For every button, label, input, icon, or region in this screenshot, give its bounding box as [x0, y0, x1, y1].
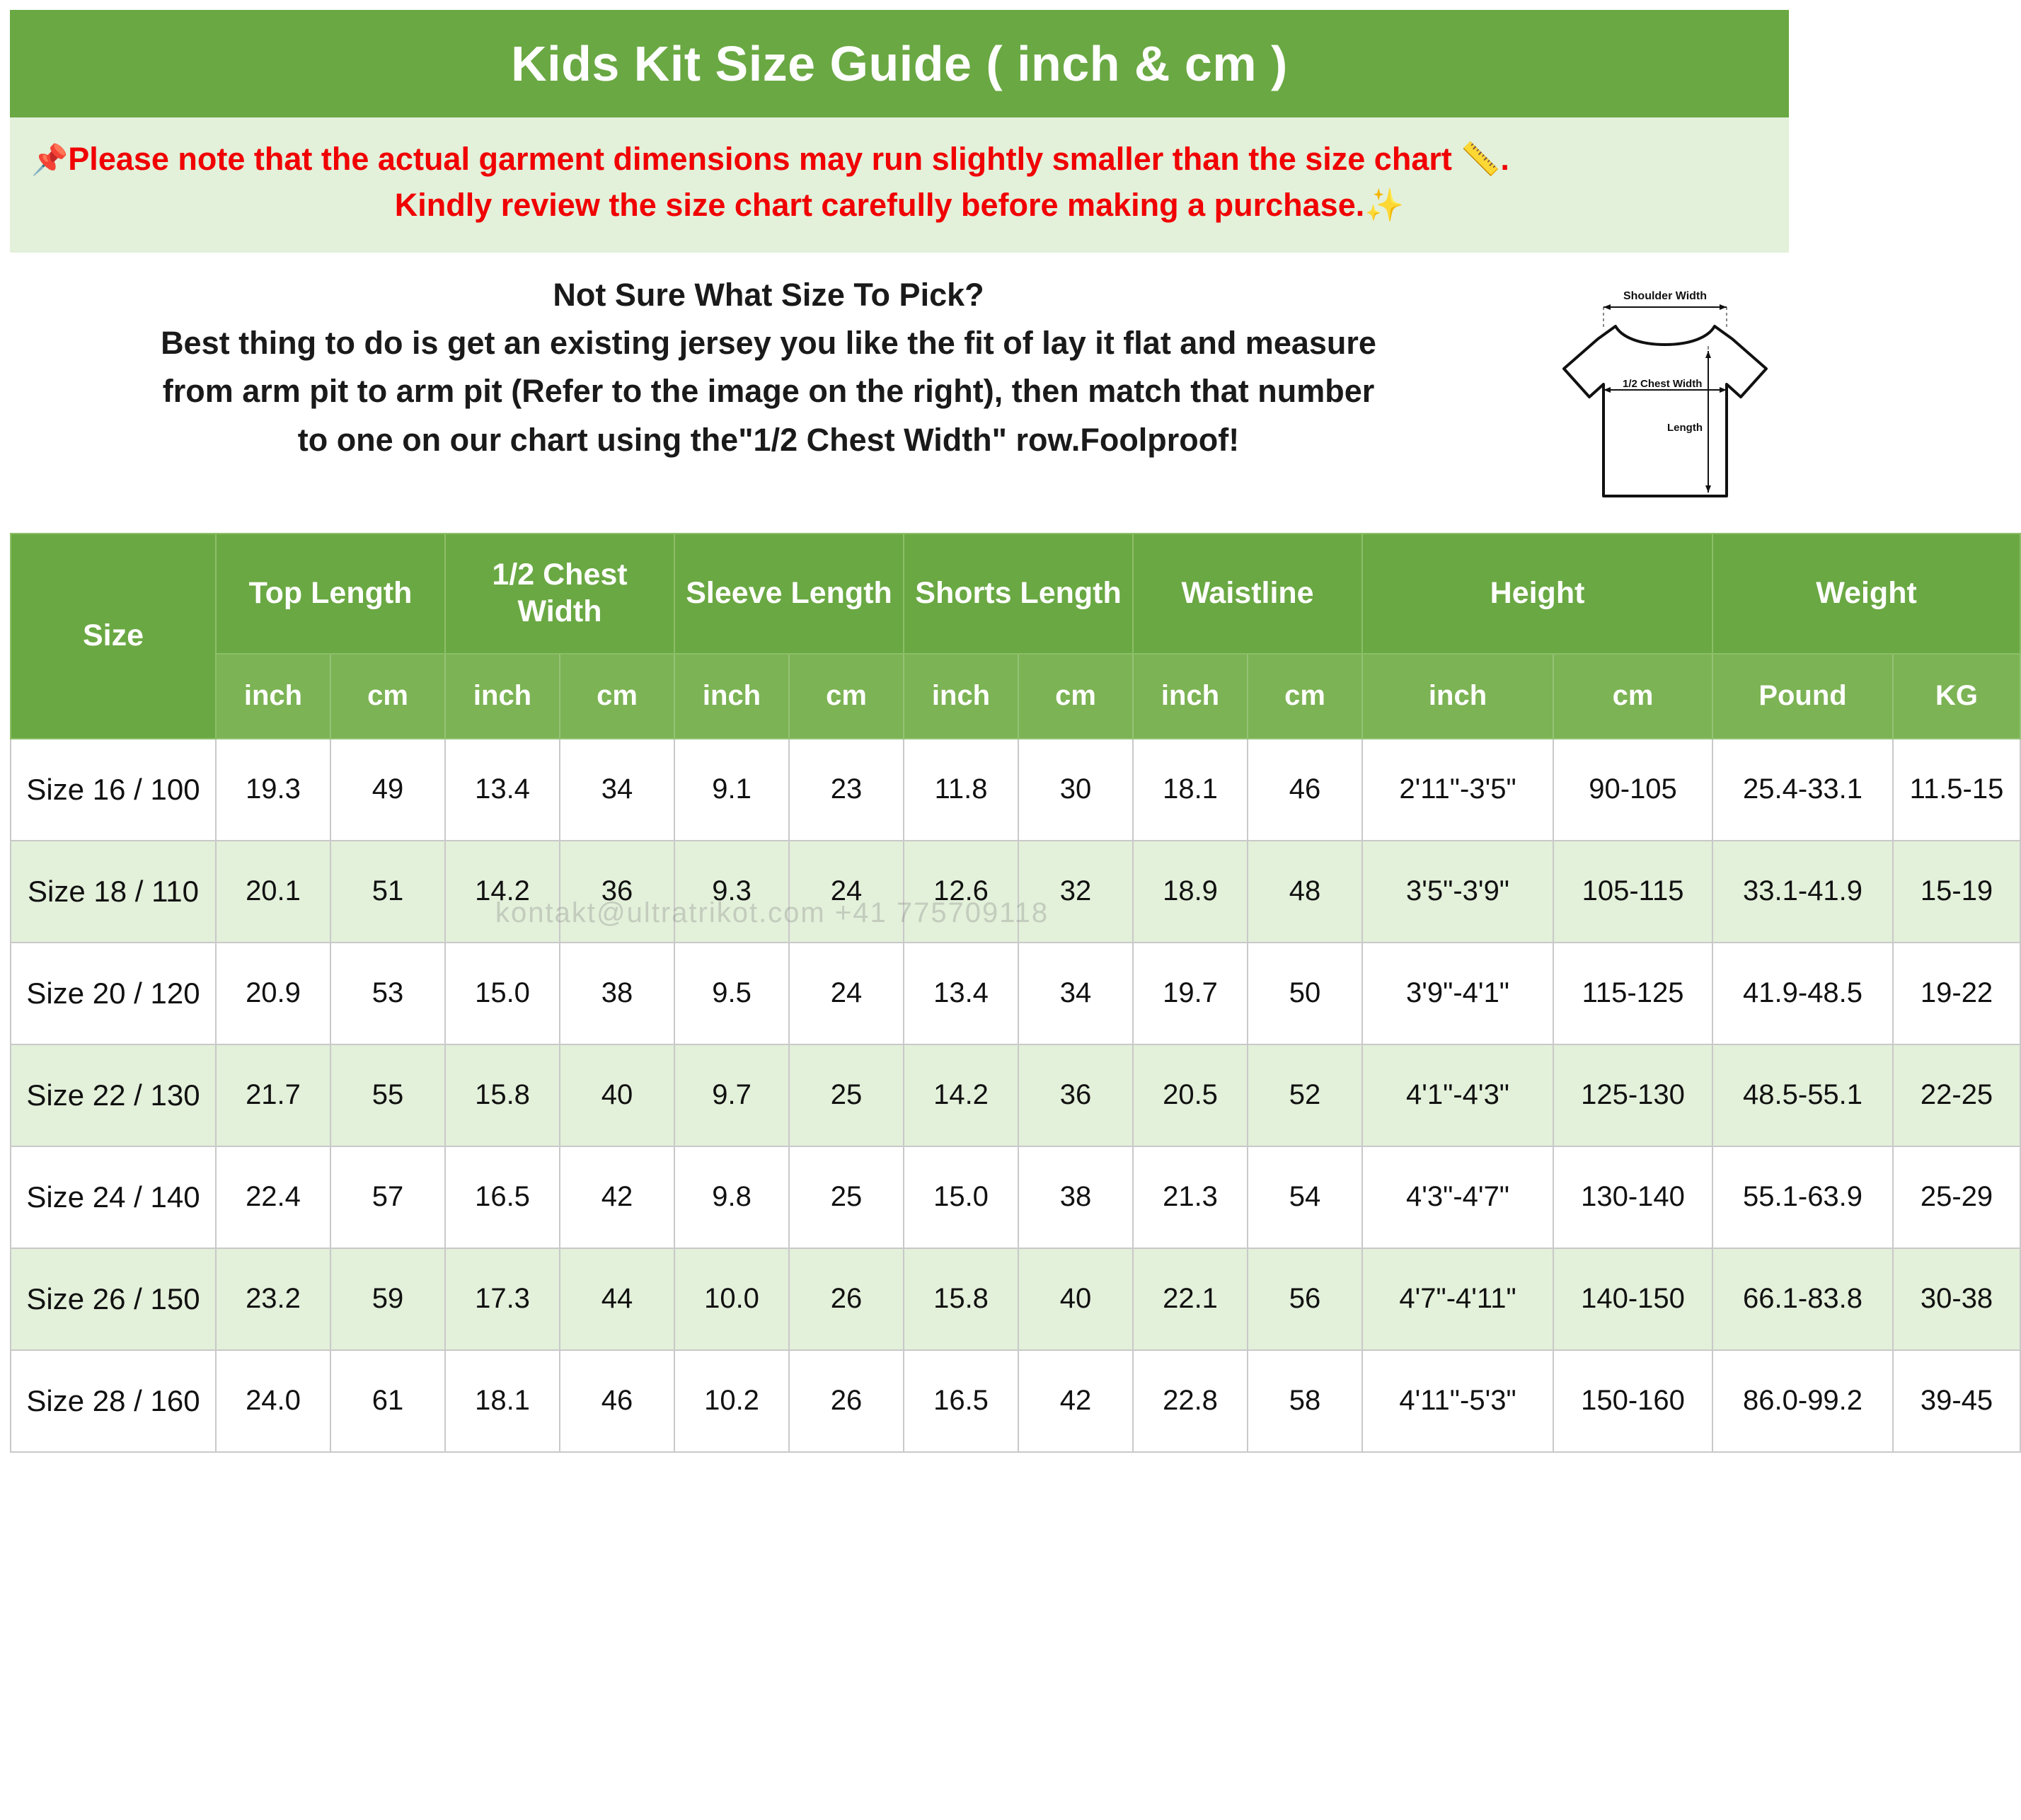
cell: 22.8: [1133, 1350, 1248, 1452]
table-row: [11, 1146, 2020, 1248]
cell: 58: [1248, 1350, 1362, 1452]
cell: 125-130: [1553, 1044, 1712, 1146]
watermark: kontakt@ultratrikot.com +41 775709118: [495, 897, 1049, 928]
svg-text:1/2 Chest Width: 1/2 Chest Width: [1623, 377, 1703, 390]
unit-header: cm: [330, 654, 445, 739]
cell: 36: [1018, 1044, 1133, 1146]
cell: 52: [1248, 1044, 1362, 1146]
cell: 56: [1248, 1248, 1362, 1350]
note-line-1: [24, 136, 1775, 182]
unit-header: inch: [674, 654, 789, 739]
cell: 26: [789, 1350, 904, 1452]
cell: 55: [330, 1044, 445, 1146]
cell: 50: [1248, 943, 1362, 1044]
table-row: [11, 943, 2020, 1044]
col-group-shorts-length: Shorts Length: [904, 534, 1133, 654]
table-body: [11, 739, 2020, 1452]
cell: 16.5: [904, 1350, 1018, 1452]
cell: 36: [560, 841, 674, 943]
col-group-top-length: Top Length: [216, 534, 445, 654]
cell: 22-25: [1893, 1044, 2020, 1146]
tshirt-diagram: [1548, 271, 1782, 517]
cell: 105-115: [1553, 841, 1712, 943]
cell: 39-45: [1893, 1350, 2020, 1452]
cell: 14.2: [904, 1044, 1018, 1146]
cell: 14.2: [445, 841, 560, 943]
cell: 22.4: [216, 1146, 330, 1248]
cell: 140-150: [1553, 1248, 1712, 1350]
cell: 40: [560, 1044, 674, 1146]
cell: 130-140: [1553, 1146, 1712, 1248]
cell: 18.9: [1133, 841, 1248, 943]
unit-header: cm: [789, 654, 904, 739]
cell: 57: [330, 1146, 445, 1248]
cell: 23.2: [216, 1248, 330, 1350]
cell: 20.5: [1133, 1044, 1248, 1146]
page-title: Kids Kit Size Guide ( inch & cm ): [511, 36, 1288, 91]
cell: 34: [560, 739, 674, 841]
cell: 38: [1018, 1146, 1133, 1248]
cell: 2'11"-3'5": [1362, 739, 1553, 841]
col-group-half-chest-width: 1/2 Chest Width: [445, 534, 674, 654]
table-group-header-row: [11, 534, 2020, 654]
cell-size: Size 24 / 140: [11, 1146, 216, 1248]
table-row: [11, 1044, 2020, 1146]
cell: 15.8: [445, 1044, 560, 1146]
cell: 21.3: [1133, 1146, 1248, 1248]
unit-header: inch: [216, 654, 330, 739]
table-row: [11, 739, 2020, 841]
cell: 9.1: [674, 739, 789, 841]
table-row: [11, 1350, 2020, 1452]
cell-size: Size 16 / 100: [11, 739, 216, 841]
cell: 3'9"-4'1": [1362, 943, 1553, 1044]
cell: 26: [789, 1248, 904, 1350]
cell: 25: [789, 1146, 904, 1248]
table-row: [11, 841, 2020, 943]
cell: 17.3: [445, 1248, 560, 1350]
unit-header: inch: [1362, 654, 1553, 739]
cell: 46: [1248, 739, 1362, 841]
cell: 25.4-33.1: [1712, 739, 1893, 841]
cell: 15-19: [1893, 841, 2020, 943]
cell-size: Size 28 / 160: [11, 1350, 216, 1452]
cell: 4'1"-4'3": [1362, 1044, 1553, 1146]
cell: 41.9-48.5: [1712, 943, 1893, 1044]
cell: 24: [789, 841, 904, 943]
cell: 15.0: [904, 1146, 1018, 1248]
col-group-sleeve-length: Sleeve Length: [674, 534, 904, 654]
cell: 38: [560, 943, 674, 1044]
cell: 61: [330, 1350, 445, 1452]
unit-header: KG: [1893, 654, 2020, 739]
unit-header: inch: [904, 654, 1018, 739]
help-line-3: to one on our chart using the"1/2 Chest Width" row.Foolproof!: [297, 421, 1240, 458]
cell: 10.0: [674, 1248, 789, 1350]
cell: 3'5"-3'9": [1362, 841, 1553, 943]
cell: 21.7: [216, 1044, 330, 1146]
cell: 32: [1018, 841, 1133, 943]
cell: 9.7: [674, 1044, 789, 1146]
cell: 13.4: [445, 739, 560, 841]
cell: 51: [330, 841, 445, 943]
help-line-2: from arm pit to arm pit (Refer to the image on the right), then match that number: [162, 373, 1375, 410]
cell: 30: [1018, 739, 1133, 841]
cell: 33.1-41.9: [1712, 841, 1893, 943]
cell: 15.8: [904, 1248, 1018, 1350]
cell: 10.2: [674, 1350, 789, 1452]
col-group-weight: Weight: [1712, 534, 2020, 654]
cell: 24.0: [216, 1350, 330, 1452]
cell: 11.5-15: [1893, 739, 2020, 841]
cell: 11.8: [904, 739, 1018, 841]
cell-size: Size 18 / 110: [11, 841, 216, 943]
note-line-2: [24, 182, 1775, 228]
cell: 4'3"-4'7": [1362, 1146, 1553, 1248]
note-line-2-text: Kindly review the size chart carefully before making a purchase.: [394, 187, 1365, 224]
unit-header: inch: [1133, 654, 1248, 739]
cell: 150-160: [1553, 1350, 1712, 1452]
note-band: [10, 117, 1789, 253]
col-group-size: Size: [11, 534, 216, 739]
cell: 15.0: [445, 943, 560, 1044]
pushpin-icon: 📌: [31, 143, 69, 176]
cell: 12.6: [904, 841, 1018, 943]
cell: 48.5-55.1: [1712, 1044, 1893, 1146]
cell: 42: [1018, 1350, 1133, 1452]
cell: 24: [789, 943, 904, 1044]
unit-header: cm: [1553, 654, 1712, 739]
note-line-1-end: .: [1500, 141, 1509, 177]
cell: 30-38: [1893, 1248, 2020, 1350]
cell: 66.1-83.8: [1712, 1248, 1893, 1350]
cell: 16.5: [445, 1146, 560, 1248]
cell: 18.1: [445, 1350, 560, 1452]
cell: 25: [789, 1044, 904, 1146]
cell: 59: [330, 1248, 445, 1350]
help-question: Not Sure What Size To Pick?: [553, 276, 984, 313]
cell: 115-125: [1553, 943, 1712, 1044]
ruler-icon: 📏: [1461, 141, 1501, 177]
cell: 9.8: [674, 1146, 789, 1248]
page-title-bar: [10, 10, 1789, 117]
cell: 55.1-63.9: [1712, 1146, 1893, 1248]
table-unit-header-row: [11, 654, 2020, 739]
cell: 46: [560, 1350, 674, 1452]
table-row: [11, 1248, 2020, 1350]
cell: 54: [1248, 1146, 1362, 1248]
cell: 23: [789, 739, 904, 841]
table-head: [11, 534, 2020, 739]
unit-header: inch: [445, 654, 560, 739]
cell: 19.7: [1133, 943, 1248, 1044]
col-group-height: Height: [1362, 534, 1712, 654]
cell-size: Size 22 / 130: [11, 1044, 216, 1146]
cell: 4'7"-4'11": [1362, 1248, 1553, 1350]
cell: 9.5: [674, 943, 789, 1044]
cell: 4'11"-5'3": [1362, 1350, 1553, 1452]
cell: 44: [560, 1248, 674, 1350]
size-chart-table: [10, 533, 2021, 1453]
unit-header: cm: [1018, 654, 1133, 739]
cell: 20.1: [216, 841, 330, 943]
cell: 9.3: [674, 841, 789, 943]
cell: 22.1: [1133, 1248, 1248, 1350]
cell: 19-22: [1893, 943, 2020, 1044]
cell: 90-105: [1553, 739, 1712, 841]
unit-header: cm: [1248, 654, 1362, 739]
cell: 49: [330, 739, 445, 841]
sparkles-icon: ✨: [1364, 187, 1405, 224]
cell: 34: [1018, 943, 1133, 1044]
cell-size: Size 20 / 120: [11, 943, 216, 1044]
cell: 18.1: [1133, 739, 1248, 841]
note-line-1-text: Please note that the actual garment dimensions may run slightly smaller than the size chart: [68, 141, 1461, 177]
svg-text:Length: Length: [1667, 421, 1703, 434]
cell: 25-29: [1893, 1146, 2020, 1248]
cell: 53: [330, 943, 445, 1044]
cell: 86.0-99.2: [1712, 1350, 1893, 1452]
svg-text:Shoulder Width: Shoulder Width: [1623, 289, 1708, 302]
cell: 40: [1018, 1248, 1133, 1350]
cell: 42: [560, 1146, 674, 1248]
cell-size: Size 26 / 150: [11, 1248, 216, 1350]
cell: 19.3: [216, 739, 330, 841]
col-group-waistline: Waistline: [1133, 534, 1362, 654]
unit-header: Pound: [1712, 654, 1893, 739]
help-line-1: Best thing to do is get an existing jersey you like the fit of lay it flat and measure: [161, 324, 1376, 361]
help-block: [10, 253, 1789, 533]
cell: 20.9: [216, 943, 330, 1044]
cell: 48: [1248, 841, 1362, 943]
help-text: [17, 271, 1548, 465]
cell: 13.4: [904, 943, 1018, 1044]
unit-header: cm: [560, 654, 674, 739]
